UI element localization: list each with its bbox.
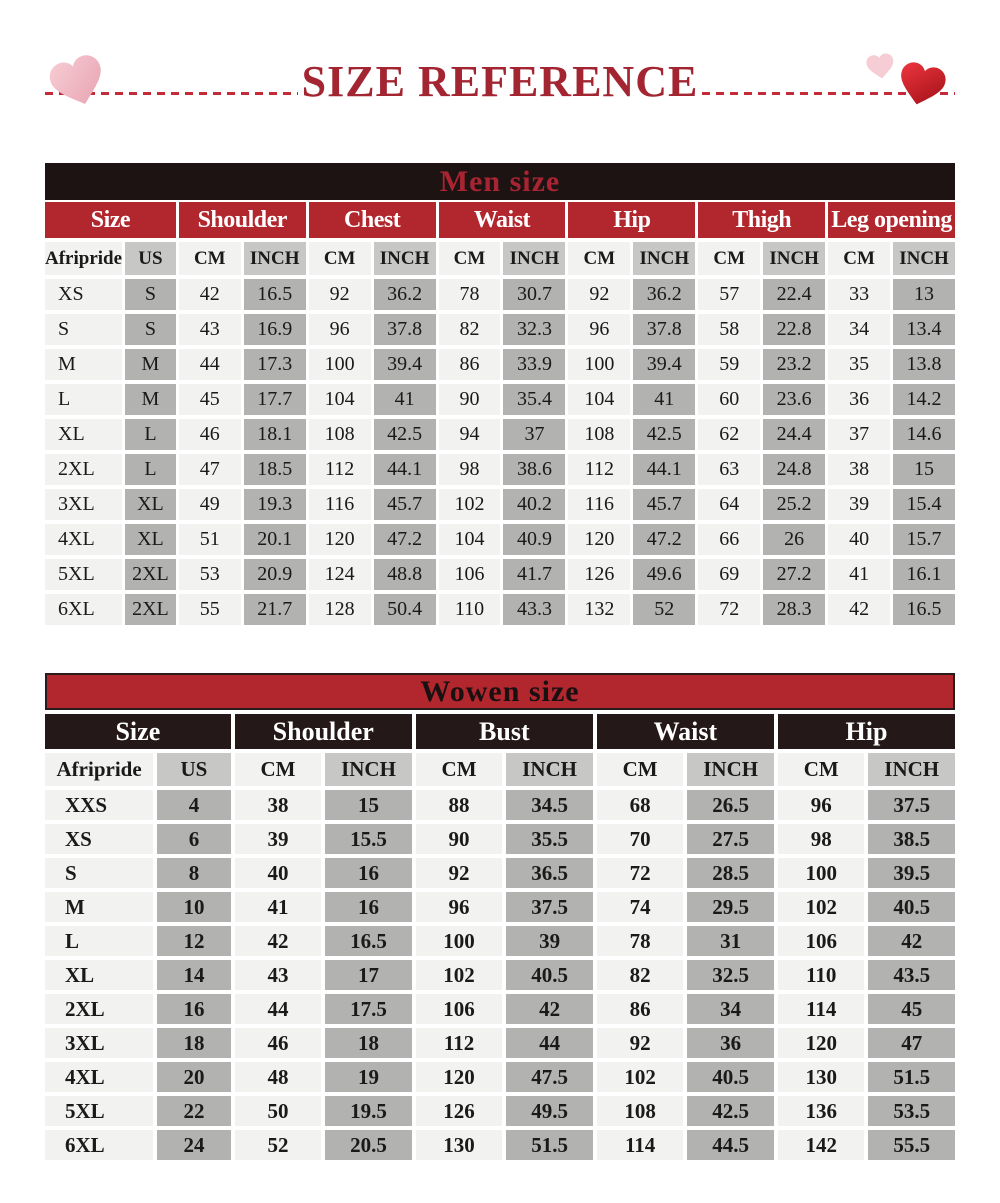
data-cell: 66 <box>698 524 760 555</box>
data-cell: 38 <box>235 790 322 820</box>
data-cell: 26.5 <box>687 790 774 820</box>
data-cell: 100 <box>309 349 371 380</box>
data-cell: 120 <box>778 1028 865 1058</box>
data-cell: 112 <box>416 1028 503 1058</box>
data-cell: 88 <box>416 790 503 820</box>
data-cell: 142 <box>778 1130 865 1160</box>
data-cell: 18 <box>157 1028 231 1058</box>
data-cell: 100 <box>416 926 503 956</box>
data-cell: 110 <box>439 594 501 625</box>
data-cell: 124 <box>309 559 371 590</box>
data-cell: 130 <box>778 1062 865 1092</box>
data-cell: 27.5 <box>687 824 774 854</box>
data-cell: 23.6 <box>763 384 825 415</box>
data-cell: 59 <box>698 349 760 380</box>
data-cell: 52 <box>235 1130 322 1160</box>
data-cell: 42.5 <box>687 1096 774 1126</box>
data-cell: 78 <box>439 279 501 310</box>
data-cell: 17.7 <box>244 384 306 415</box>
data-cell: 35.4 <box>503 384 565 415</box>
data-cell: M <box>45 892 153 922</box>
data-cell: 57 <box>698 279 760 310</box>
data-cell: 92 <box>309 279 371 310</box>
data-cell: 2XL <box>45 994 153 1024</box>
data-cell: 110 <box>778 960 865 990</box>
column-group-header: Bust <box>416 714 593 749</box>
data-cell: 42 <box>506 994 593 1024</box>
data-cell: 55.5 <box>868 1130 955 1160</box>
subheader-cell: CM <box>597 753 684 786</box>
data-cell: 102 <box>416 960 503 990</box>
data-cell: 52 <box>633 594 695 625</box>
data-cell: 43.5 <box>868 960 955 990</box>
data-cell: 37 <box>828 419 890 450</box>
data-cell: 4 <box>157 790 231 820</box>
data-cell: 53 <box>179 559 241 590</box>
data-cell: 55 <box>179 594 241 625</box>
data-cell: 94 <box>439 419 501 450</box>
data-cell: 44.1 <box>374 454 436 485</box>
data-cell: 34 <box>687 994 774 1024</box>
data-cell: 15.4 <box>893 489 955 520</box>
data-cell: 2XL <box>45 454 122 485</box>
data-cell: 16 <box>157 994 231 1024</box>
data-cell: 51.5 <box>506 1130 593 1160</box>
data-cell: 39.5 <box>868 858 955 888</box>
data-cell: 20.9 <box>244 559 306 590</box>
women-table-grid <box>45 714 955 1160</box>
data-cell: 16.9 <box>244 314 306 345</box>
data-cell: 51.5 <box>868 1062 955 1092</box>
men-table-grid <box>45 202 955 625</box>
data-cell: 24.4 <box>763 419 825 450</box>
data-cell: 96 <box>568 314 630 345</box>
data-cell: 17 <box>325 960 412 990</box>
page-header <box>0 0 1000 163</box>
data-cell: XL <box>125 489 176 520</box>
subheader-cell: CM <box>698 242 760 275</box>
data-cell: 74 <box>597 892 684 922</box>
data-cell: 42.5 <box>374 419 436 450</box>
data-cell: 116 <box>309 489 371 520</box>
data-cell: 28.3 <box>763 594 825 625</box>
data-cell: S <box>45 314 122 345</box>
data-cell: 39 <box>828 489 890 520</box>
column-group-header: Waist <box>439 202 566 238</box>
data-cell: 38.6 <box>503 454 565 485</box>
data-cell: 22.8 <box>763 314 825 345</box>
data-cell: 49.5 <box>506 1096 593 1126</box>
data-cell: 58 <box>698 314 760 345</box>
data-cell: 18 <box>325 1028 412 1058</box>
data-cell: 16.5 <box>244 279 306 310</box>
data-cell: 22 <box>157 1096 231 1126</box>
data-cell: M <box>45 349 122 380</box>
data-cell: 68 <box>597 790 684 820</box>
data-cell: 92 <box>568 279 630 310</box>
subheader-cell: CM <box>439 242 501 275</box>
data-cell: 106 <box>416 994 503 1024</box>
data-cell: 112 <box>309 454 371 485</box>
data-cell: 47 <box>868 1028 955 1058</box>
data-cell: 47.2 <box>374 524 436 555</box>
column-group-header: Shoulder <box>179 202 306 238</box>
data-cell: 36 <box>828 384 890 415</box>
data-cell: 18.1 <box>244 419 306 450</box>
data-cell: 50.4 <box>374 594 436 625</box>
data-cell: 47.5 <box>506 1062 593 1092</box>
data-cell: 10 <box>157 892 231 922</box>
data-cell: 90 <box>416 824 503 854</box>
data-cell: 42 <box>179 279 241 310</box>
data-cell: 37 <box>503 419 565 450</box>
data-cell: 46 <box>179 419 241 450</box>
data-cell: 5XL <box>45 559 122 590</box>
data-cell: 28.5 <box>687 858 774 888</box>
data-cell: 70 <box>597 824 684 854</box>
data-cell: 17.5 <box>325 994 412 1024</box>
data-cell: 104 <box>439 524 501 555</box>
data-cell: 30.7 <box>503 279 565 310</box>
data-cell: 6XL <box>45 1130 153 1160</box>
data-cell: 114 <box>597 1130 684 1160</box>
data-cell: 39 <box>506 926 593 956</box>
data-cell: S <box>125 279 176 310</box>
subheader-cell: INCH <box>633 242 695 275</box>
data-cell: 53.5 <box>868 1096 955 1126</box>
data-cell: XL <box>45 419 122 450</box>
data-cell: 106 <box>778 926 865 956</box>
data-cell: 45.7 <box>633 489 695 520</box>
column-group-header: Thigh <box>698 202 825 238</box>
data-cell: 13.8 <box>893 349 955 380</box>
data-cell: 40.9 <box>503 524 565 555</box>
data-cell: 40.5 <box>506 960 593 990</box>
data-cell: S <box>45 858 153 888</box>
data-cell: 42 <box>828 594 890 625</box>
data-cell: 38.5 <box>868 824 955 854</box>
data-cell: 90 <box>439 384 501 415</box>
data-cell: S <box>125 314 176 345</box>
data-cell: 35 <box>828 349 890 380</box>
data-cell: 3XL <box>45 489 122 520</box>
page-title: SIZE REFERENCE <box>301 57 699 106</box>
data-cell: 24 <box>157 1130 231 1160</box>
subheader-cell: INCH <box>325 753 412 786</box>
data-cell: 43.3 <box>503 594 565 625</box>
subheader-cell: INCH <box>868 753 955 786</box>
data-cell: 49 <box>179 489 241 520</box>
column-group-header: Hip <box>778 714 955 749</box>
data-cell: 34 <box>828 314 890 345</box>
data-cell: 136 <box>778 1096 865 1126</box>
data-cell: 38 <box>828 454 890 485</box>
data-cell: 41 <box>235 892 322 922</box>
data-cell: 106 <box>439 559 501 590</box>
data-cell: 20.1 <box>244 524 306 555</box>
subheader-cell: US <box>157 753 231 786</box>
data-cell: L <box>45 926 153 956</box>
data-cell: 5XL <box>45 1096 153 1126</box>
data-cell: 33.9 <box>503 349 565 380</box>
subheader-cell: US <box>125 242 176 275</box>
data-cell: 120 <box>309 524 371 555</box>
data-cell: 96 <box>309 314 371 345</box>
data-cell: 19.3 <box>244 489 306 520</box>
data-cell: L <box>125 419 176 450</box>
data-cell: 114 <box>778 994 865 1024</box>
data-cell: 96 <box>416 892 503 922</box>
data-cell: 72 <box>698 594 760 625</box>
data-cell: 36 <box>687 1028 774 1058</box>
data-cell: 43 <box>235 960 322 990</box>
data-cell: 13 <box>893 279 955 310</box>
data-cell: 37.8 <box>374 314 436 345</box>
data-cell: 51 <box>179 524 241 555</box>
data-cell: 33 <box>828 279 890 310</box>
subheader-cell: CM <box>568 242 630 275</box>
data-cell: XS <box>45 824 153 854</box>
data-cell: 19.5 <box>325 1096 412 1126</box>
data-cell: 4XL <box>45 1062 153 1092</box>
data-cell: 39 <box>235 824 322 854</box>
data-cell: 15 <box>325 790 412 820</box>
data-cell: 41 <box>828 559 890 590</box>
data-cell: 19 <box>325 1062 412 1092</box>
data-cell: 86 <box>439 349 501 380</box>
pink-heart-small-icon <box>865 52 895 81</box>
data-cell: 82 <box>597 960 684 990</box>
data-cell: 35.5 <box>506 824 593 854</box>
column-group-header: Chest <box>309 202 436 238</box>
data-cell: 37.5 <box>868 790 955 820</box>
data-cell: 46 <box>235 1028 322 1058</box>
men-table-title: Men size <box>439 164 561 198</box>
data-cell: 37.8 <box>633 314 695 345</box>
data-cell: 44 <box>179 349 241 380</box>
data-cell: 45 <box>868 994 955 1024</box>
data-cell: 44 <box>235 994 322 1024</box>
data-cell: 6 <box>157 824 231 854</box>
data-cell: 41.7 <box>503 559 565 590</box>
data-cell: 27.2 <box>763 559 825 590</box>
column-group-header: Hip <box>568 202 695 238</box>
subheader-cell: INCH <box>687 753 774 786</box>
data-cell: 100 <box>568 349 630 380</box>
data-cell: 69 <box>698 559 760 590</box>
subheader-cell: CM <box>235 753 322 786</box>
data-cell: XL <box>45 960 153 990</box>
data-cell: 102 <box>778 892 865 922</box>
data-cell: M <box>125 349 176 380</box>
data-cell: 32.3 <box>503 314 565 345</box>
data-cell: 60 <box>698 384 760 415</box>
data-cell: 16 <box>325 858 412 888</box>
data-cell: XXS <box>45 790 153 820</box>
data-cell: 18.5 <box>244 454 306 485</box>
women-table-title-bar <box>45 673 955 710</box>
data-cell: 98 <box>439 454 501 485</box>
data-cell: 42 <box>868 926 955 956</box>
data-cell: 130 <box>416 1130 503 1160</box>
subheader-cell: INCH <box>244 242 306 275</box>
column-group-header: Leg opening <box>828 202 955 238</box>
data-cell: 15.5 <box>325 824 412 854</box>
data-cell: 16 <box>325 892 412 922</box>
data-cell: 4XL <box>45 524 122 555</box>
data-cell: 62 <box>698 419 760 450</box>
data-cell: 20 <box>157 1062 231 1092</box>
subheader-cell: INCH <box>893 242 955 275</box>
data-cell: 86 <box>597 994 684 1024</box>
subheader-cell: INCH <box>763 242 825 275</box>
data-cell: 41 <box>374 384 436 415</box>
data-cell: 48 <box>235 1062 322 1092</box>
column-group-header: Shoulder <box>235 714 412 749</box>
data-cell: 2XL <box>125 559 176 590</box>
data-cell: 20.5 <box>325 1130 412 1160</box>
subheader-cell: CM <box>309 242 371 275</box>
data-cell: 42 <box>235 926 322 956</box>
data-cell: 47.2 <box>633 524 695 555</box>
subheader-cell: Afripride <box>45 753 153 786</box>
data-cell: 39.4 <box>374 349 436 380</box>
data-cell: 45 <box>179 384 241 415</box>
data-cell: 64 <box>698 489 760 520</box>
data-cell: 2XL <box>125 594 176 625</box>
data-cell: 44.5 <box>687 1130 774 1160</box>
data-cell: 92 <box>597 1028 684 1058</box>
data-cell: 96 <box>778 790 865 820</box>
data-cell: 3XL <box>45 1028 153 1058</box>
data-cell: 14.2 <box>893 384 955 415</box>
women-table-title: Wowen size <box>420 674 580 708</box>
data-cell: 45.7 <box>374 489 436 520</box>
data-cell: 128 <box>309 594 371 625</box>
data-cell: 108 <box>597 1096 684 1126</box>
data-cell: 104 <box>568 384 630 415</box>
data-cell: 13.4 <box>893 314 955 345</box>
data-cell: 14 <box>157 960 231 990</box>
data-cell: M <box>125 384 176 415</box>
data-cell: 40 <box>828 524 890 555</box>
data-cell: 104 <box>309 384 371 415</box>
data-cell: 40.5 <box>868 892 955 922</box>
data-cell: 40 <box>235 858 322 888</box>
data-cell: 112 <box>568 454 630 485</box>
subheader-cell: INCH <box>506 753 593 786</box>
data-cell: 48.8 <box>374 559 436 590</box>
data-cell: 24.8 <box>763 454 825 485</box>
data-cell: 126 <box>568 559 630 590</box>
data-cell: 120 <box>568 524 630 555</box>
data-cell: XL <box>125 524 176 555</box>
title-row <box>45 57 955 106</box>
subheader-cell: CM <box>778 753 865 786</box>
data-cell: 92 <box>416 858 503 888</box>
data-cell: 23.2 <box>763 349 825 380</box>
data-cell: 40.2 <box>503 489 565 520</box>
data-cell: 42.5 <box>633 419 695 450</box>
subheader-cell: Afripride <box>45 242 122 275</box>
data-cell: 36.2 <box>374 279 436 310</box>
data-cell: 41 <box>633 384 695 415</box>
data-cell: 29.5 <box>687 892 774 922</box>
data-cell: 47 <box>179 454 241 485</box>
data-cell: 102 <box>597 1062 684 1092</box>
data-cell: 120 <box>416 1062 503 1092</box>
data-cell: 50 <box>235 1096 322 1126</box>
data-cell: 82 <box>439 314 501 345</box>
data-cell: 49.6 <box>633 559 695 590</box>
data-cell: 43 <box>179 314 241 345</box>
data-cell: 98 <box>778 824 865 854</box>
data-cell: 31 <box>687 926 774 956</box>
men-size-table <box>45 163 955 625</box>
data-cell: 32.5 <box>687 960 774 990</box>
data-cell: 21.7 <box>244 594 306 625</box>
subheader-cell: CM <box>179 242 241 275</box>
data-cell: 15 <box>893 454 955 485</box>
data-cell: 36.2 <box>633 279 695 310</box>
data-cell: 6XL <box>45 594 122 625</box>
data-cell: 26 <box>763 524 825 555</box>
men-table-title-bar <box>45 163 955 200</box>
column-group-header: Size <box>45 714 231 749</box>
data-cell: 108 <box>309 419 371 450</box>
subheader-cell: CM <box>416 753 503 786</box>
data-cell: 34.5 <box>506 790 593 820</box>
data-cell: 116 <box>568 489 630 520</box>
subheader-cell: INCH <box>374 242 436 275</box>
data-cell: 108 <box>568 419 630 450</box>
data-cell: 37.5 <box>506 892 593 922</box>
data-cell: 126 <box>416 1096 503 1126</box>
data-cell: 17.3 <box>244 349 306 380</box>
column-group-header: Waist <box>597 714 774 749</box>
data-cell: 16.1 <box>893 559 955 590</box>
data-cell: 25.2 <box>763 489 825 520</box>
data-cell: L <box>45 384 122 415</box>
women-size-table <box>45 673 955 1160</box>
data-cell: 44 <box>506 1028 593 1058</box>
data-cell: 16.5 <box>325 926 412 956</box>
data-cell: 44.1 <box>633 454 695 485</box>
data-cell: 22.4 <box>763 279 825 310</box>
data-cell: L <box>125 454 176 485</box>
data-cell: 15.7 <box>893 524 955 555</box>
data-cell: XS <box>45 279 122 310</box>
data-cell: 40.5 <box>687 1062 774 1092</box>
data-cell: 78 <box>597 926 684 956</box>
data-cell: 36.5 <box>506 858 593 888</box>
data-cell: 63 <box>698 454 760 485</box>
subheader-cell: CM <box>828 242 890 275</box>
data-cell: 12 <box>157 926 231 956</box>
column-group-header: Size <box>45 202 176 238</box>
data-cell: 16.5 <box>893 594 955 625</box>
subheader-cell: INCH <box>503 242 565 275</box>
data-cell: 100 <box>778 858 865 888</box>
data-cell: 14.6 <box>893 419 955 450</box>
data-cell: 132 <box>568 594 630 625</box>
data-cell: 39.4 <box>633 349 695 380</box>
data-cell: 102 <box>439 489 501 520</box>
data-cell: 8 <box>157 858 231 888</box>
data-cell: 72 <box>597 858 684 888</box>
